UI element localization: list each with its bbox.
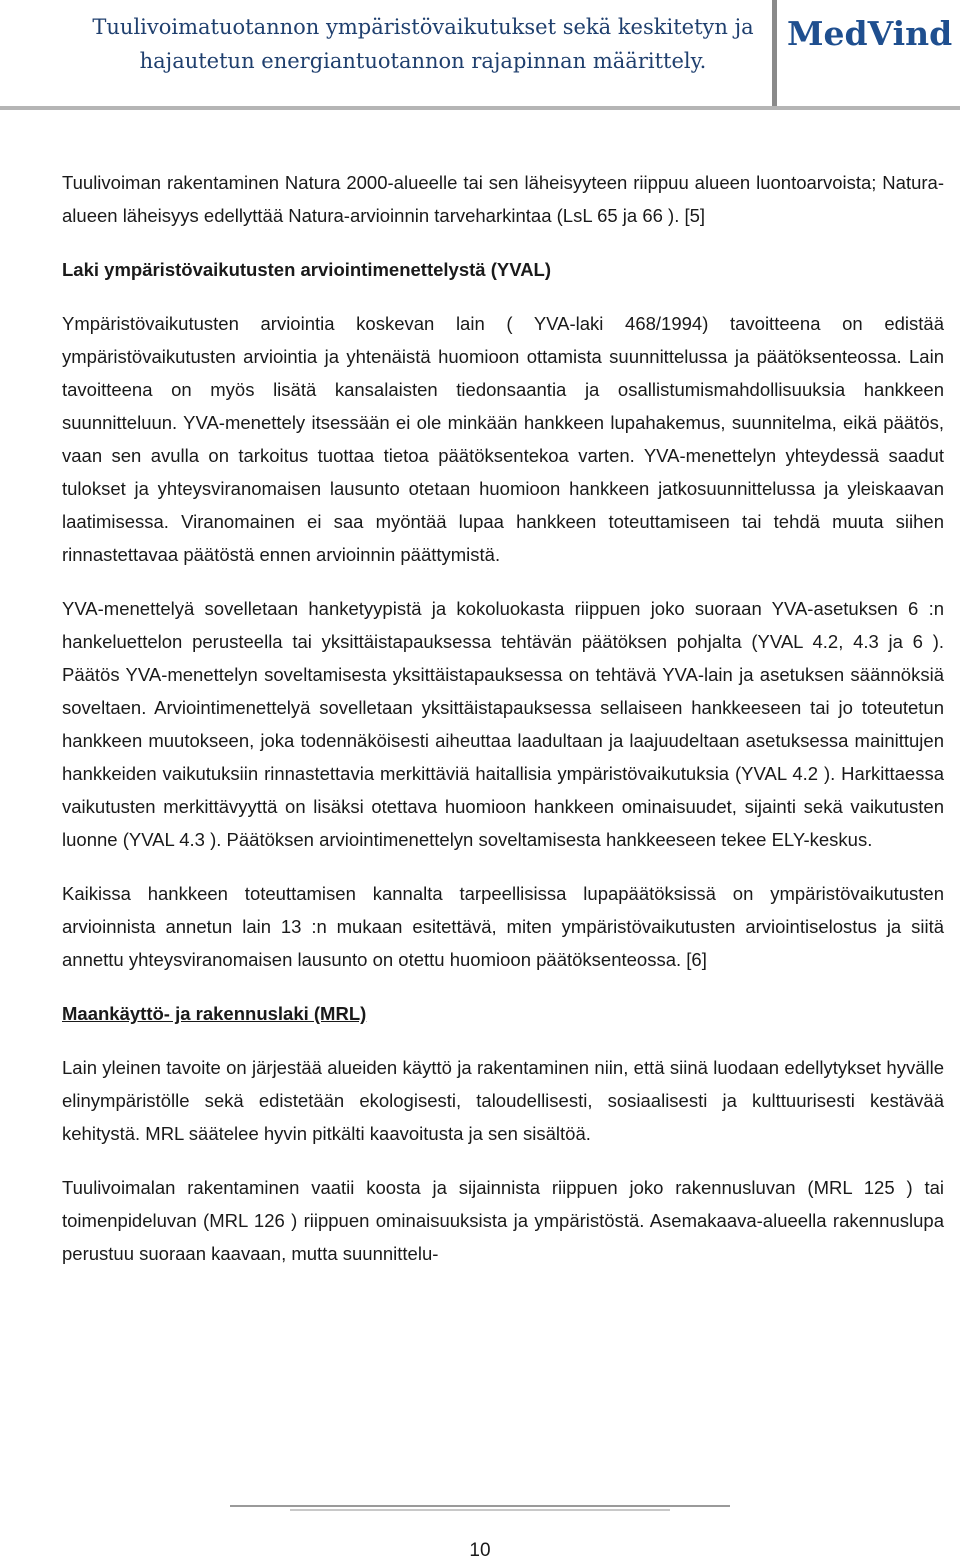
brand-logo-text: MedVind [787,14,953,53]
paragraph-natura: Tuulivoiman rakentaminen Natura 2000-alueelle tai sen läheisyyteen riippuu alueen luontoarvoista; Natura-alueen läheisyys edellyttää Natura-arvioinnin tarveharkintaa (LsL 65 ja 66 ). [5] [62,172,944,226]
page-number: 10 [469,1540,491,1561]
footer-divider-secondary [290,1509,670,1511]
paragraph-yva-purpose: Ympäristövaikutusten arviointia koskevan lain ( YVA-laki 468/1994) tavoitteena on edistää ympäristövaikutusten arviointia ja yhtenäistä huomioon ottamista suunnittelussa ja päätöksenteossa. Lain tavoitteena on myös lisätä kansalaisten tiedonsaantia ja osallistumismahdollisuuksia hankkeen suunnitteluun. YVA-menettely itsessään ei ole minkään hankkeen lupahakemus, suunnitelma, eikä päätös, vaan sen avulla on tarkoitus tuottaa tietoa päätöksentekoa varten. YVA-menettelyn yhteydessä saadut tulokset ja yhteysviranomaisen lausunto otetaan huomioon hankkeen jatkosuunnittelussa ja yleiskaavan laatimisessa. Viranomainen ei saa myöntää lupaa hankkeen toteuttamiseen tai tehdä muuta siihen rinnastettavaa päätöstä ennen arvioinnin päättymistä. [62,313,944,565]
document-title [78,10,768,78]
paragraph-yva-application: YVA-menettelyä sovelletaan hanketyypistä ja kokoluokasta riippuen joko suoraan YVA-asetuksen 6 :n hankeluettelon perusteella tai yksittäistapauksessa tehtävän päätöksen pohjalta (YVAL 4.2, 4.3 ja 6 ). Päätös YVA-menettelyn soveltamisesta yksittäistapauksessa on tehtävä YVA-lain ja asetuksen säännöksiä soveltaen. Arviointimenettelyä sovelletaan yksittäistapauksessa sellaiseen hankkeeseen tai jo toteutetun hankkeen muutokseen, joka todennäköisesti aiheuttaa laadultaan ja laajuudeltaan asetuksessa mainittujen hankkeiden vaikutuksiin rinnastettavia merkittäviä haitallisia ympäristövaikutuksia (YVAL 4.2 ). Harkittaessa vaikutusten merkittävyyttä on lisäksi otettava huomioon hankkeen ominaisuudet, sijainti sekä vaikutusten luonne (YVAL 4.3 ). Päätöksen arviointimenettelyn soveltamisesta hankkeeseen tekee ELY-keskus. [62,598,944,850]
document-title-line-2: hajautetun energiantuotannon rajapinnan määrittely. [139,49,707,73]
page-header [0,0,960,110]
document-title-line-1: Tuulivoimatuotannon ympäristövaikutukset sekä keskitetyn ja [92,15,754,39]
paragraph-wind-permits: Tuulivoimalan rakentaminen vaatii koosta ja sijainnista riippuen joko rakennusluvan (MRL 125 ) tai toimenpideluvan (MRL 126 ) riippuen ominaisuuksista ja ympäristöstä. Asemakaava-alueella rakennuslupa perustuu suoraan kaavaan, mutta suunnittelu- [62,1177,944,1264]
paragraph-permit-decisions: Kaikissa hankkeen toteuttamisen kannalta tarpeellisissa lupapäätöksissä on ympäristövaikutusten arvioinnista annetun lain 13 :n mukaan esitettävä, miten ympäristövaikutusten arviointiselostus ja siitä annettu yhteysviranomaisen lausunto on otettu huomioon päätöksenteossa. [6] [62,883,944,970]
section-heading-yval: Laki ympäristövaikutusten arviointimenettelystä (YVAL) [62,259,552,280]
header-vertical-divider [772,0,777,108]
header-horizontal-divider [0,106,960,110]
section-heading-mrl: Maankäyttö- ja rakennuslaki (MRL) [62,1003,367,1024]
document-body [62,166,944,1270]
paragraph-mrl-goal: Lain yleinen tavoite on järjestää alueiden käyttö ja rakentaminen niin, että siinä luodaan edellytykset hyvälle elinympäristölle sekä edistetään ekologisesti, taloudellisesti, sosiaalisesti ja kulttuurisesti kestävää kehitystä. MRL säätelee hyvin pitkälti kaavoitusta ja sen sisältöä. [62,1057,944,1144]
footer-divider [230,1505,730,1507]
